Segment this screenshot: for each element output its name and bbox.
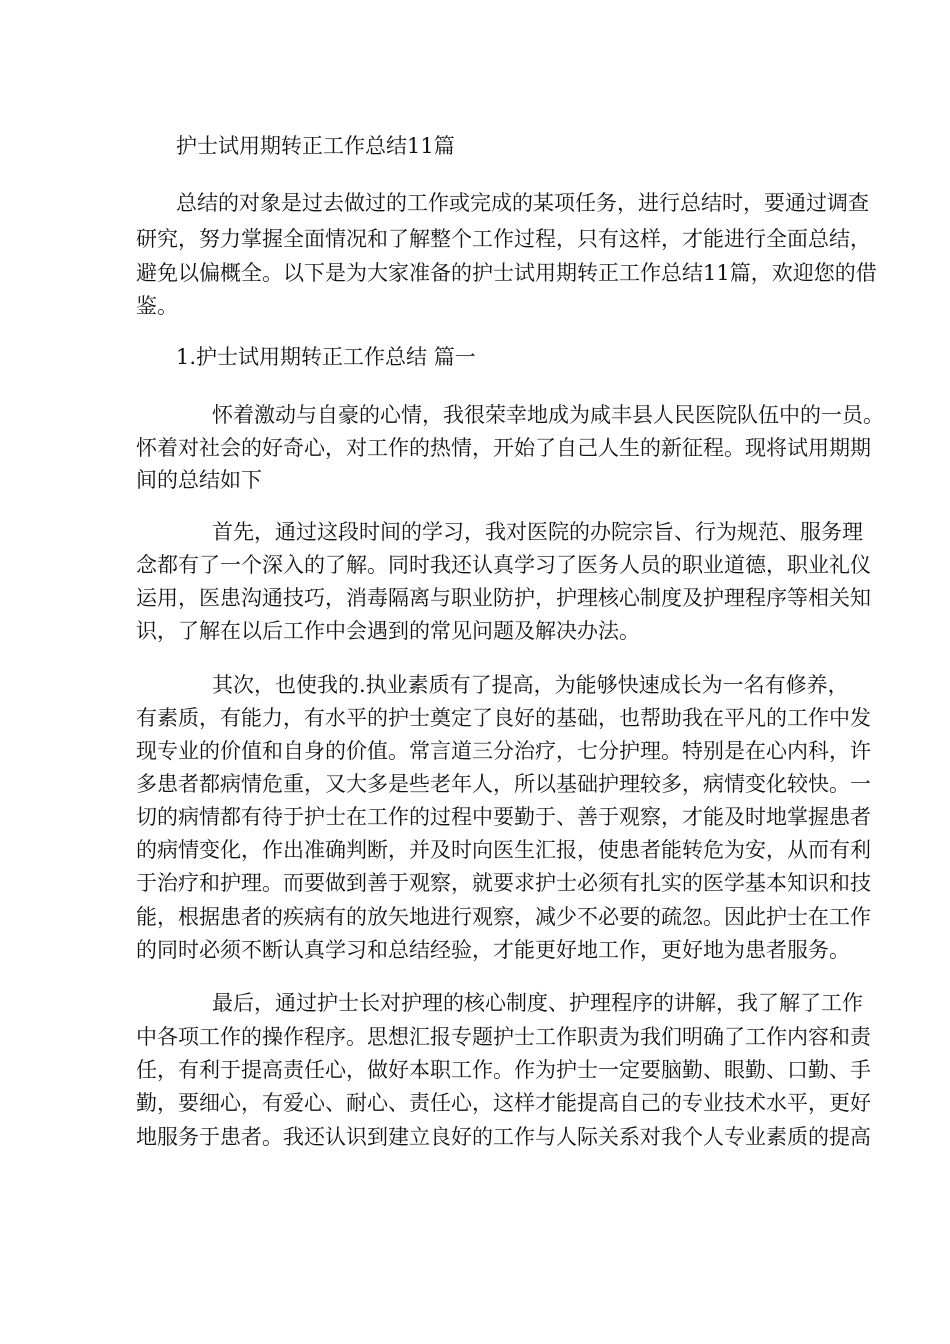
section-heading: 1.护士试用期转正工作总结 篇一 bbox=[176, 345, 476, 369]
paragraph-line: 怀着激动与自豪的心情，我很荣幸地成为咸丰县人民医院队伍中的一员。 bbox=[212, 403, 884, 427]
paragraph-line: 最后，通过护士长对护理的核心制度、护理程序的讲解，我了解了工作 bbox=[212, 991, 863, 1015]
paragraph-line: 识，了解在以后工作中会遇到的常见问题及解决办法。 bbox=[136, 619, 640, 643]
paragraph-line: 地服务于患者。我还认识到建立良好的工作与人际关系对我个人专业素质的提高 bbox=[136, 1125, 871, 1149]
document-title: 护士试用期转正工作总结11篇 bbox=[176, 134, 455, 158]
intro-line: 避免以偏概全。以下是为大家准备的护士试用期转正工作总结11篇，欢迎您的借 bbox=[136, 261, 877, 285]
paragraph-line: 任，有利于提高责任心，做好本职工作。作为护士一定要脑勤、眼勤、口勤、手 bbox=[136, 1058, 871, 1082]
paragraph-line: 有素质，有能力，有水平的护士奠定了良好的基础，也帮助我在平凡的工作中发 bbox=[136, 706, 871, 730]
paragraph-line: 间的总结如下 bbox=[136, 468, 262, 492]
intro-line: 研究，努力掌握全面情况和了解整个工作过程，只有这样，才能进行全面总结， bbox=[136, 227, 871, 251]
paragraph-line: 切的病情都有待于护士在工作的过程中要勤于、善于观察，才能及时地掌握患者 bbox=[136, 805, 871, 829]
paragraph-line: 能，根据患者的疾病有的放矢地进行观察，减少不必要的疏忽。因此护士在工作 bbox=[136, 905, 871, 929]
intro-line: 总结的对象是过去做过的工作或完成的某项任务，进行总结时，要通过调查 bbox=[176, 191, 869, 215]
paragraph-line: 于治疗和护理。而要做到善于观察，就要求护士必须有扎实的医学基本知识和技 bbox=[136, 871, 871, 895]
paragraph-line: 念都有了一个深入的了解。同时我还认真学习了医务人员的职业道德，职业礼仪 bbox=[136, 553, 871, 577]
paragraph-line: 的病情变化，作出准确判断，并及时向医生汇报，使患者能转危为安，从而有利 bbox=[136, 838, 871, 862]
intro-line: 鉴。 bbox=[136, 294, 178, 318]
paragraph-line: 中各项工作的操作程序。思想汇报专题护士工作职责为我们明确了工作内容和责 bbox=[136, 1025, 871, 1049]
paragraph-line: 多患者都病情危重，又大多是些老年人，所以基础护理较多，病情变化较快。一 bbox=[136, 772, 871, 796]
paragraph-line: 怀着对社会的好奇心，对工作的热情，开始了自己人生的新征程。现将试用期期 bbox=[136, 436, 871, 460]
paragraph-line: 首先，通过这段时间的学习，我对医院的办院宗旨、行为规范、服务理 bbox=[212, 520, 863, 544]
paragraph-line: 其次，也使我的.执业素质有了提高，为能够快速成长为一名有修养， bbox=[212, 673, 849, 697]
paragraph-line: 的同时必须不断认真学习和总结经验，才能更好地工作，更好地为患者服务。 bbox=[136, 938, 850, 962]
paragraph-line: 运用，医患沟通技巧，消毒隔离与职业防护，护理核心制度及护理程序等相关知 bbox=[136, 586, 871, 610]
paragraph-line: 勤，要细心，有爱心、耐心、责任心，这样才能提高自己的专业技术水平，更好 bbox=[136, 1091, 871, 1115]
paragraph-line: 现专业的价值和自身的价值。常言道三分治疗，七分护理。特别是在心内科，许 bbox=[136, 739, 871, 763]
